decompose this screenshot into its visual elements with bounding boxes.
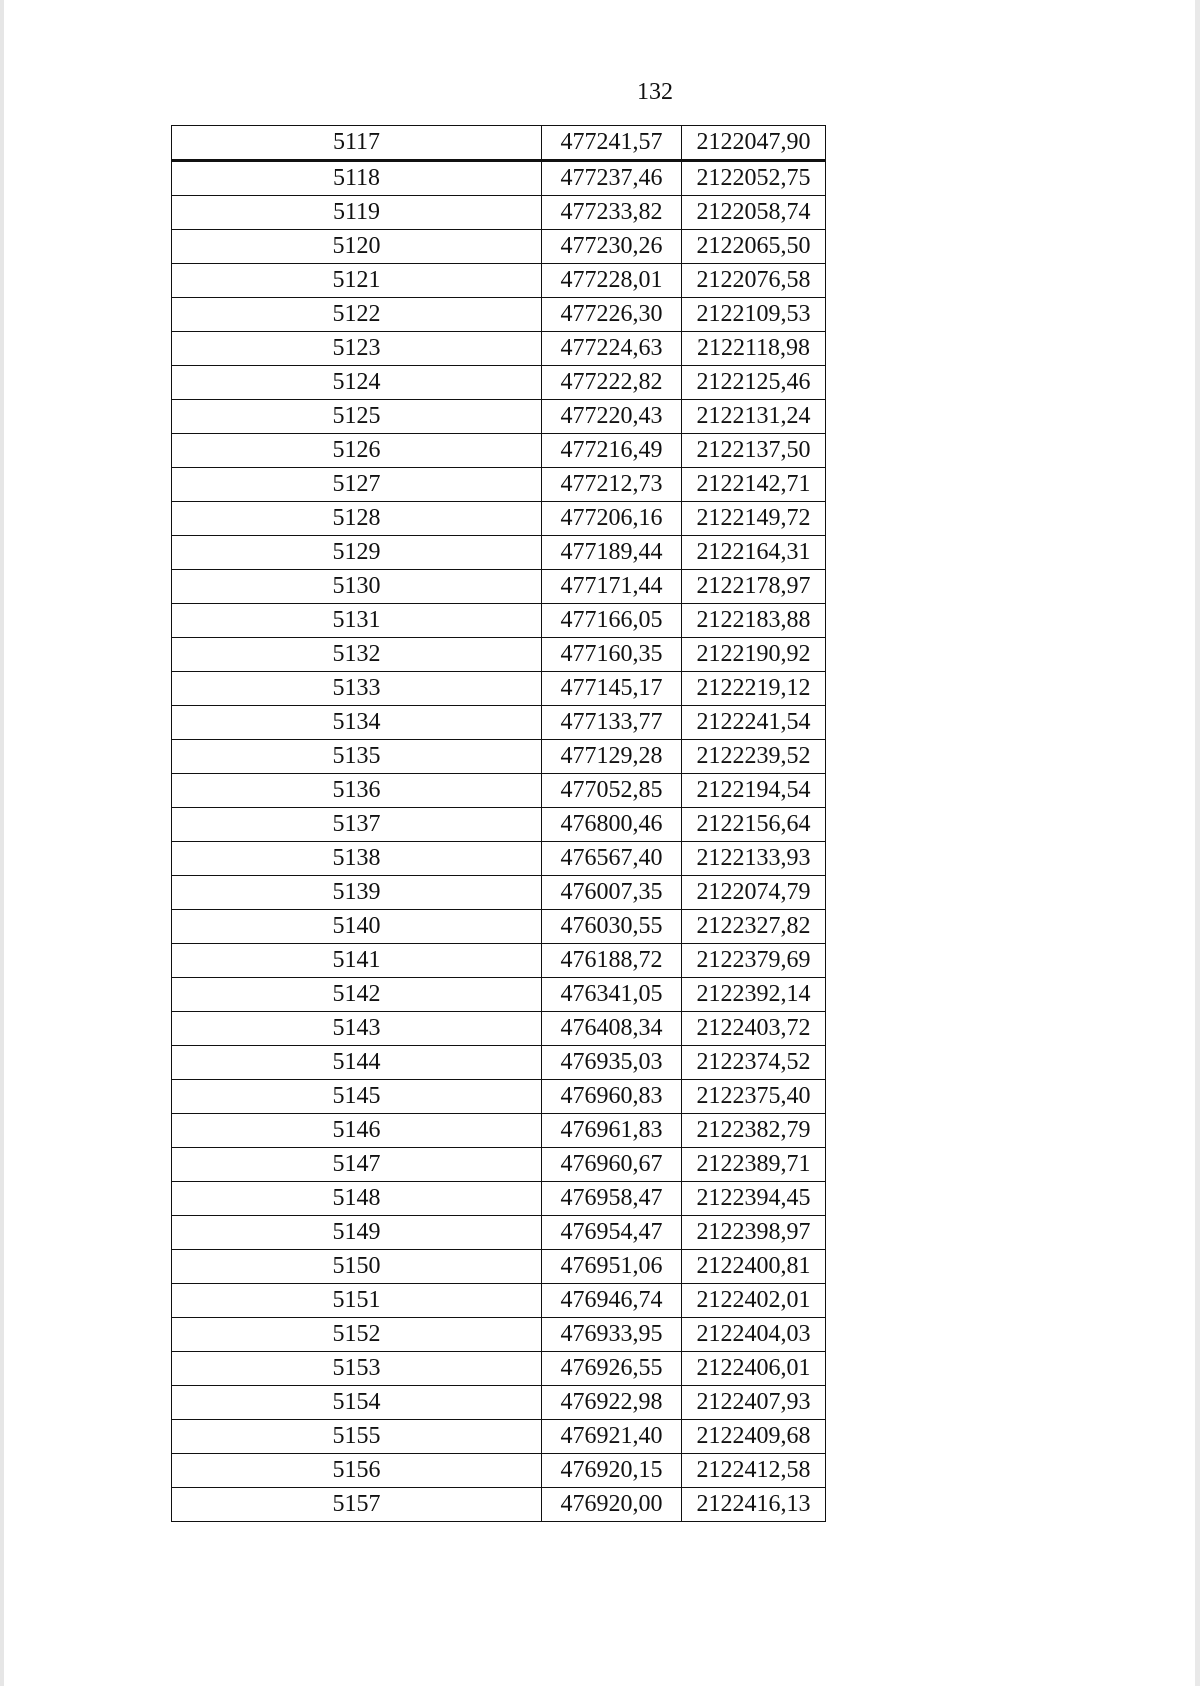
table-row (172, 978, 826, 1012)
y-coordinate-cell: 2122327,82 (682, 910, 826, 944)
point-number-cell: 5121 (172, 264, 542, 298)
table-row (172, 604, 826, 638)
table-row (172, 876, 826, 910)
point-number-cell: 5117 (172, 126, 542, 161)
x-coordinate-cell: 477222,82 (542, 366, 682, 400)
y-coordinate-cell: 2122239,52 (682, 740, 826, 774)
x-coordinate-cell: 476935,03 (542, 1046, 682, 1080)
table-row (172, 126, 826, 161)
y-coordinate-cell: 2122149,72 (682, 502, 826, 536)
point-number-cell: 5157 (172, 1488, 542, 1522)
table-row (172, 740, 826, 774)
point-number-cell: 5136 (172, 774, 542, 808)
x-coordinate-cell: 476030,55 (542, 910, 682, 944)
y-coordinate-cell: 2122109,53 (682, 298, 826, 332)
y-coordinate-cell: 2122076,58 (682, 264, 826, 298)
x-coordinate-cell: 476007,35 (542, 876, 682, 910)
x-coordinate-cell: 476567,40 (542, 842, 682, 876)
x-coordinate-cell: 476933,95 (542, 1318, 682, 1352)
x-coordinate-cell: 477052,85 (542, 774, 682, 808)
point-number-cell: 5152 (172, 1318, 542, 1352)
x-coordinate-cell: 476920,00 (542, 1488, 682, 1522)
point-number-cell: 5148 (172, 1182, 542, 1216)
point-number-cell: 5130 (172, 570, 542, 604)
table-row (172, 1080, 826, 1114)
x-coordinate-cell: 476921,40 (542, 1420, 682, 1454)
y-coordinate-cell: 2122402,01 (682, 1284, 826, 1318)
point-number-cell: 5137 (172, 808, 542, 842)
x-coordinate-cell: 477145,17 (542, 672, 682, 706)
y-coordinate-cell: 2122389,71 (682, 1148, 826, 1182)
x-coordinate-cell: 476341,05 (542, 978, 682, 1012)
x-coordinate-cell: 476800,46 (542, 808, 682, 842)
point-number-cell: 5145 (172, 1080, 542, 1114)
y-coordinate-cell: 2122178,97 (682, 570, 826, 604)
table-row (172, 1182, 826, 1216)
point-number-cell: 5138 (172, 842, 542, 876)
x-coordinate-cell: 477237,46 (542, 161, 682, 196)
table-row (172, 944, 826, 978)
point-number-cell: 5123 (172, 332, 542, 366)
y-coordinate-cell: 2122403,72 (682, 1012, 826, 1046)
y-coordinate-cell: 2122400,81 (682, 1250, 826, 1284)
y-coordinate-cell: 2122137,50 (682, 434, 826, 468)
y-coordinate-cell: 2122133,93 (682, 842, 826, 876)
x-coordinate-cell: 476922,98 (542, 1386, 682, 1420)
point-number-cell: 5127 (172, 468, 542, 502)
x-coordinate-cell: 476958,47 (542, 1182, 682, 1216)
y-coordinate-cell: 2122074,79 (682, 876, 826, 910)
y-coordinate-cell: 2122058,74 (682, 196, 826, 230)
table-row (172, 1386, 826, 1420)
y-coordinate-cell: 2122190,92 (682, 638, 826, 672)
y-coordinate-cell: 2122412,58 (682, 1454, 826, 1488)
x-coordinate-cell: 477216,49 (542, 434, 682, 468)
point-number-cell: 5133 (172, 672, 542, 706)
table-row (172, 808, 826, 842)
y-coordinate-cell: 2122416,13 (682, 1488, 826, 1522)
y-coordinate-cell: 2122382,79 (682, 1114, 826, 1148)
x-coordinate-cell: 477233,82 (542, 196, 682, 230)
table-row (172, 366, 826, 400)
table-row (172, 332, 826, 366)
point-number-cell: 5120 (172, 230, 542, 264)
x-coordinate-cell: 477230,26 (542, 230, 682, 264)
y-coordinate-cell: 2122407,93 (682, 1386, 826, 1420)
table-row (172, 1284, 826, 1318)
y-coordinate-cell: 2122065,50 (682, 230, 826, 264)
point-number-cell: 5132 (172, 638, 542, 672)
x-coordinate-cell: 477129,28 (542, 740, 682, 774)
point-number-cell: 5129 (172, 536, 542, 570)
y-coordinate-cell: 2122404,03 (682, 1318, 826, 1352)
point-number-cell: 5140 (172, 910, 542, 944)
y-coordinate-cell: 2122394,45 (682, 1182, 826, 1216)
table-row (172, 1148, 826, 1182)
y-coordinate-cell: 2122183,88 (682, 604, 826, 638)
y-coordinate-cell: 2122392,14 (682, 978, 826, 1012)
point-number-cell: 5126 (172, 434, 542, 468)
x-coordinate-cell: 477212,73 (542, 468, 682, 502)
coordinates-table (171, 125, 826, 1522)
point-number-cell: 5144 (172, 1046, 542, 1080)
table-row (172, 1114, 826, 1148)
x-coordinate-cell: 476920,15 (542, 1454, 682, 1488)
point-number-cell: 5135 (172, 740, 542, 774)
table-row (172, 1250, 826, 1284)
table-row (172, 1012, 826, 1046)
table-row (172, 706, 826, 740)
y-coordinate-cell: 2122398,97 (682, 1216, 826, 1250)
scan-edge-left (0, 0, 4, 1686)
y-coordinate-cell: 2122047,90 (682, 126, 826, 161)
table-row (172, 1488, 826, 1522)
x-coordinate-cell: 476188,72 (542, 944, 682, 978)
x-coordinate-cell: 477228,01 (542, 264, 682, 298)
x-coordinate-cell: 477166,05 (542, 604, 682, 638)
point-number-cell: 5147 (172, 1148, 542, 1182)
point-number-cell: 5128 (172, 502, 542, 536)
y-coordinate-cell: 2122409,68 (682, 1420, 826, 1454)
y-coordinate-cell: 2122164,31 (682, 536, 826, 570)
point-number-cell: 5150 (172, 1250, 542, 1284)
table-row (172, 502, 826, 536)
x-coordinate-cell: 476408,34 (542, 1012, 682, 1046)
point-number-cell: 5118 (172, 161, 542, 196)
x-coordinate-cell: 477160,35 (542, 638, 682, 672)
table-row (172, 196, 826, 230)
x-coordinate-cell: 477241,57 (542, 126, 682, 161)
table-row (172, 230, 826, 264)
y-coordinate-cell: 2122118,98 (682, 332, 826, 366)
point-number-cell: 5154 (172, 1386, 542, 1420)
table-row (172, 910, 826, 944)
point-number-cell: 5125 (172, 400, 542, 434)
scan-edge-right (1195, 0, 1200, 1686)
y-coordinate-cell: 2122142,71 (682, 468, 826, 502)
y-coordinate-cell: 2122194,54 (682, 774, 826, 808)
point-number-cell: 5131 (172, 604, 542, 638)
table-row (172, 161, 826, 196)
table-row (172, 570, 826, 604)
table-row (172, 536, 826, 570)
x-coordinate-cell: 476954,47 (542, 1216, 682, 1250)
table-row (172, 1046, 826, 1080)
x-coordinate-cell: 476960,83 (542, 1080, 682, 1114)
x-coordinate-cell: 477133,77 (542, 706, 682, 740)
point-number-cell: 5141 (172, 944, 542, 978)
table-row (172, 298, 826, 332)
table-row (172, 672, 826, 706)
point-number-cell: 5142 (172, 978, 542, 1012)
x-coordinate-cell: 476951,06 (542, 1250, 682, 1284)
x-coordinate-cell: 477189,44 (542, 536, 682, 570)
y-coordinate-cell: 2122375,40 (682, 1080, 826, 1114)
table-row (172, 1352, 826, 1386)
point-number-cell: 5156 (172, 1454, 542, 1488)
table-row (172, 468, 826, 502)
x-coordinate-cell: 476960,67 (542, 1148, 682, 1182)
y-coordinate-cell: 2122156,64 (682, 808, 826, 842)
table-row (172, 638, 826, 672)
y-coordinate-cell: 2122219,12 (682, 672, 826, 706)
x-coordinate-cell: 477226,30 (542, 298, 682, 332)
x-coordinate-cell: 476926,55 (542, 1352, 682, 1386)
point-number-cell: 5155 (172, 1420, 542, 1454)
table-row (172, 1318, 826, 1352)
table-row (172, 400, 826, 434)
point-number-cell: 5122 (172, 298, 542, 332)
point-number-cell: 5124 (172, 366, 542, 400)
point-number-cell: 5139 (172, 876, 542, 910)
point-number-cell: 5143 (172, 1012, 542, 1046)
table-row (172, 434, 826, 468)
point-number-cell: 5151 (172, 1284, 542, 1318)
coordinates-table-body (172, 126, 826, 1522)
point-number-cell: 5153 (172, 1352, 542, 1386)
x-coordinate-cell: 477206,16 (542, 502, 682, 536)
point-number-cell: 5146 (172, 1114, 542, 1148)
y-coordinate-cell: 2122379,69 (682, 944, 826, 978)
table-row (172, 842, 826, 876)
page-number: 132 (637, 79, 673, 105)
y-coordinate-cell: 2122131,24 (682, 400, 826, 434)
y-coordinate-cell: 2122125,46 (682, 366, 826, 400)
y-coordinate-cell: 2122241,54 (682, 706, 826, 740)
x-coordinate-cell: 477171,44 (542, 570, 682, 604)
x-coordinate-cell: 477224,63 (542, 332, 682, 366)
x-coordinate-cell: 476946,74 (542, 1284, 682, 1318)
x-coordinate-cell: 476961,83 (542, 1114, 682, 1148)
table-row (172, 1216, 826, 1250)
table-row (172, 1420, 826, 1454)
x-coordinate-cell: 477220,43 (542, 400, 682, 434)
table-row (172, 774, 826, 808)
point-number-cell: 5119 (172, 196, 542, 230)
y-coordinate-cell: 2122052,75 (682, 161, 826, 196)
point-number-cell: 5134 (172, 706, 542, 740)
table-row (172, 264, 826, 298)
y-coordinate-cell: 2122406,01 (682, 1352, 826, 1386)
y-coordinate-cell: 2122374,52 (682, 1046, 826, 1080)
table-row (172, 1454, 826, 1488)
point-number-cell: 5149 (172, 1216, 542, 1250)
